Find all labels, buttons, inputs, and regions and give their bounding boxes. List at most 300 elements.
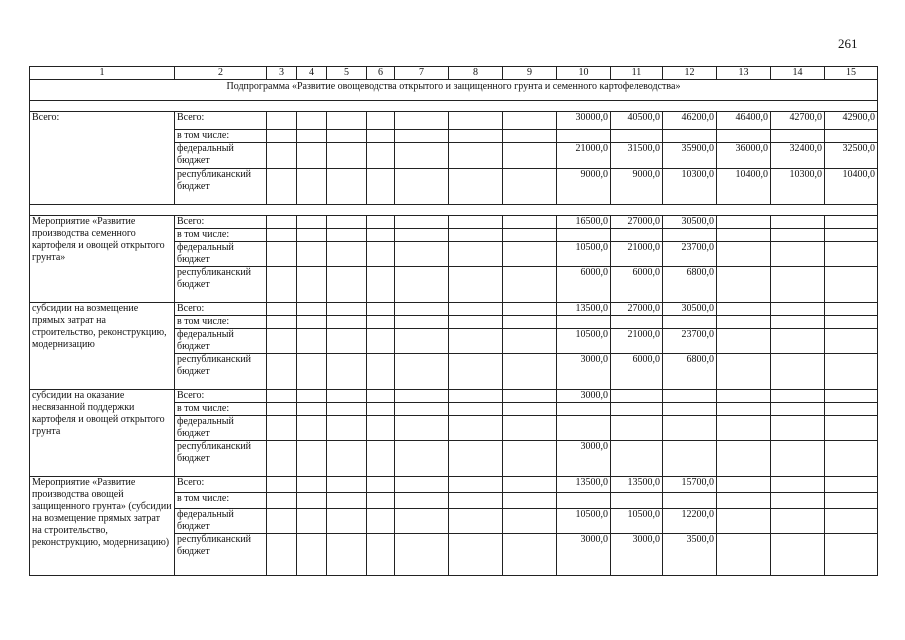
section-name: субсидии на оказание несвязанной поддержки картофеля и овощей открытого грунта — [30, 390, 175, 477]
empty-cell — [367, 354, 395, 390]
empty-cell — [449, 112, 503, 130]
empty-cell — [267, 493, 297, 509]
value-cell — [825, 130, 878, 143]
value-cell — [557, 403, 611, 416]
value-cell — [825, 329, 878, 354]
empty-cell — [267, 316, 297, 329]
empty-cell — [503, 403, 557, 416]
empty-cell — [327, 403, 367, 416]
empty-cell — [449, 169, 503, 205]
value-cell — [663, 316, 717, 329]
value-cell: 10400,0 — [825, 169, 878, 205]
value-cell: 15700,0 — [663, 477, 717, 493]
empty-cell — [367, 477, 395, 493]
empty-cell — [395, 534, 449, 576]
empty-cell — [267, 143, 297, 169]
value-cell — [771, 441, 825, 477]
value-cell — [611, 390, 663, 403]
empty-cell — [327, 390, 367, 403]
value-cell: 6800,0 — [663, 354, 717, 390]
value-cell: 16500,0 — [557, 216, 611, 229]
empty-cell — [449, 216, 503, 229]
value-cell — [611, 441, 663, 477]
empty-cell — [503, 509, 557, 534]
value-cell: 46400,0 — [717, 112, 771, 130]
empty-cell — [367, 169, 395, 205]
value-cell: 35900,0 — [663, 143, 717, 169]
value-cell — [557, 130, 611, 143]
value-cell — [825, 403, 878, 416]
empty-cell — [503, 441, 557, 477]
value-cell: 21000,0 — [557, 143, 611, 169]
value-cell: 10400,0 — [717, 169, 771, 205]
value-cell: 3000,0 — [557, 534, 611, 576]
empty-cell — [449, 267, 503, 303]
empty-cell — [327, 267, 367, 303]
empty-cell — [503, 216, 557, 229]
empty-cell — [449, 416, 503, 441]
empty-cell — [367, 229, 395, 242]
value-cell — [611, 416, 663, 441]
empty-cell — [267, 169, 297, 205]
value-cell — [717, 130, 771, 143]
value-cell: 13500,0 — [557, 303, 611, 316]
empty-cell — [367, 441, 395, 477]
empty-cell — [395, 267, 449, 303]
empty-cell — [449, 477, 503, 493]
value-cell — [663, 229, 717, 242]
empty-cell — [267, 354, 297, 390]
empty-cell — [395, 509, 449, 534]
empty-cell — [395, 169, 449, 205]
empty-cell — [367, 329, 395, 354]
empty-cell — [367, 216, 395, 229]
value-cell: 27000,0 — [611, 216, 663, 229]
empty-cell — [297, 112, 327, 130]
empty-cell — [267, 403, 297, 416]
empty-cell — [503, 477, 557, 493]
empty-cell — [503, 143, 557, 169]
value-cell — [771, 329, 825, 354]
empty-cell — [297, 509, 327, 534]
value-cell — [771, 403, 825, 416]
empty-cell — [395, 354, 449, 390]
empty-cell — [297, 416, 327, 441]
row-label: федеральный бюджет — [175, 509, 267, 534]
empty-cell — [327, 303, 367, 316]
section-name: Мероприятие «Развитие производства семенного картофеля и овощей открытого грунта» — [30, 216, 175, 303]
value-cell: 10500,0 — [557, 242, 611, 267]
row-label: федеральный бюджет — [175, 143, 267, 169]
empty-cell — [297, 303, 327, 316]
empty-cell — [449, 441, 503, 477]
row-label: Всего: — [175, 477, 267, 493]
value-cell: 27000,0 — [611, 303, 663, 316]
value-cell — [717, 216, 771, 229]
value-cell: 6000,0 — [611, 267, 663, 303]
empty-cell — [449, 316, 503, 329]
value-cell: 3000,0 — [557, 390, 611, 403]
row-label: Всего: — [175, 303, 267, 316]
value-cell: 3000,0 — [557, 441, 611, 477]
column-number-cell: 11 — [611, 67, 663, 80]
empty-cell — [449, 390, 503, 403]
row-label: республиканский бюджет — [175, 534, 267, 576]
empty-cell — [267, 112, 297, 130]
column-number-cell: 15 — [825, 67, 878, 80]
empty-cell — [503, 242, 557, 267]
empty-cell — [297, 534, 327, 576]
value-cell: 10500,0 — [557, 329, 611, 354]
value-cell — [557, 416, 611, 441]
empty-cell — [449, 354, 503, 390]
budget-table — [29, 66, 878, 576]
column-number-cell: 4 — [297, 67, 327, 80]
empty-cell — [367, 493, 395, 509]
empty-cell — [327, 216, 367, 229]
empty-cell — [367, 534, 395, 576]
value-cell — [717, 441, 771, 477]
empty-cell — [449, 130, 503, 143]
row-label: Всего: — [175, 390, 267, 403]
value-cell: 21000,0 — [611, 329, 663, 354]
empty-cell — [367, 403, 395, 416]
value-cell — [771, 242, 825, 267]
column-number-cell: 14 — [771, 67, 825, 80]
value-cell — [717, 242, 771, 267]
empty-cell — [449, 229, 503, 242]
empty-cell — [267, 416, 297, 441]
empty-cell — [449, 534, 503, 576]
empty-cell — [367, 390, 395, 403]
empty-cell — [367, 242, 395, 267]
empty-cell — [449, 493, 503, 509]
empty-cell — [327, 416, 367, 441]
table-row — [30, 112, 878, 130]
empty-cell — [395, 477, 449, 493]
value-cell — [825, 242, 878, 267]
empty-cell — [297, 229, 327, 242]
empty-cell — [327, 441, 367, 477]
value-cell — [825, 303, 878, 316]
row-label: федеральный бюджет — [175, 416, 267, 441]
value-cell — [771, 416, 825, 441]
column-number-cell: 9 — [503, 67, 557, 80]
value-cell — [825, 390, 878, 403]
empty-cell — [267, 441, 297, 477]
empty-cell — [267, 390, 297, 403]
value-cell — [825, 509, 878, 534]
empty-cell — [449, 143, 503, 169]
empty-cell — [327, 169, 367, 205]
empty-cell — [367, 303, 395, 316]
column-number-cell: 1 — [30, 67, 175, 80]
value-cell — [717, 354, 771, 390]
value-cell — [771, 216, 825, 229]
empty-cell — [503, 303, 557, 316]
empty-cell — [449, 303, 503, 316]
value-cell — [717, 403, 771, 416]
value-cell — [771, 229, 825, 242]
empty-cell — [395, 216, 449, 229]
section-name: Всего: — [30, 112, 175, 205]
value-cell — [717, 329, 771, 354]
empty-cell — [503, 354, 557, 390]
empty-cell — [327, 534, 367, 576]
empty-cell — [297, 403, 327, 416]
value-cell: 32500,0 — [825, 143, 878, 169]
empty-cell — [327, 354, 367, 390]
empty-cell — [297, 316, 327, 329]
value-cell — [611, 403, 663, 416]
value-cell: 32400,0 — [771, 143, 825, 169]
empty-cell — [297, 354, 327, 390]
subprogram-row — [30, 80, 878, 101]
row-label: Всего: — [175, 112, 267, 130]
value-cell — [717, 509, 771, 534]
empty-cell — [327, 242, 367, 267]
value-cell — [663, 416, 717, 441]
empty-cell — [267, 509, 297, 534]
value-cell — [771, 509, 825, 534]
empty-cell — [367, 112, 395, 130]
empty-cell — [395, 493, 449, 509]
value-cell — [825, 493, 878, 509]
empty-cell — [297, 390, 327, 403]
value-cell — [771, 130, 825, 143]
value-cell: 6800,0 — [663, 267, 717, 303]
empty-cell — [297, 216, 327, 229]
column-number-cell: 10 — [557, 67, 611, 80]
value-cell: 12200,0 — [663, 509, 717, 534]
value-cell — [611, 130, 663, 143]
empty-cell — [395, 416, 449, 441]
empty-cell — [327, 143, 367, 169]
empty-cell — [395, 403, 449, 416]
empty-cell — [367, 316, 395, 329]
empty-cell — [267, 229, 297, 242]
empty-cell — [297, 329, 327, 354]
empty-cell — [503, 416, 557, 441]
value-cell — [611, 316, 663, 329]
empty-cell — [503, 267, 557, 303]
empty-cell — [367, 509, 395, 534]
value-cell — [771, 477, 825, 493]
value-cell — [771, 354, 825, 390]
value-cell: 23700,0 — [663, 242, 717, 267]
value-cell — [717, 303, 771, 316]
column-number-cell: 6 — [367, 67, 395, 80]
value-cell — [825, 229, 878, 242]
column-number-cell: 2 — [175, 67, 267, 80]
empty-cell — [267, 329, 297, 354]
value-cell — [663, 130, 717, 143]
value-cell — [825, 416, 878, 441]
value-cell — [771, 316, 825, 329]
page-number: 261 — [838, 36, 858, 51]
value-cell — [611, 229, 663, 242]
value-cell — [825, 441, 878, 477]
empty-cell — [327, 112, 367, 130]
value-cell: 9000,0 — [611, 169, 663, 205]
value-cell — [825, 316, 878, 329]
column-number-cell: 3 — [267, 67, 297, 80]
column-number-cell: 13 — [717, 67, 771, 80]
value-cell: 46200,0 — [663, 112, 717, 130]
value-cell: 10300,0 — [771, 169, 825, 205]
value-cell: 6000,0 — [557, 267, 611, 303]
value-cell — [717, 534, 771, 576]
empty-cell — [395, 112, 449, 130]
empty-cell — [395, 143, 449, 169]
empty-cell — [503, 329, 557, 354]
empty-cell — [267, 303, 297, 316]
empty-cell — [449, 509, 503, 534]
value-cell — [663, 441, 717, 477]
value-cell: 42900,0 — [825, 112, 878, 130]
empty-cell — [395, 130, 449, 143]
value-cell: 3500,0 — [663, 534, 717, 576]
empty-cell — [367, 143, 395, 169]
empty-cell — [503, 112, 557, 130]
empty-cell — [327, 493, 367, 509]
empty-cell — [297, 441, 327, 477]
row-label: в том числе: — [175, 130, 267, 143]
empty-cell — [503, 493, 557, 509]
value-cell — [557, 229, 611, 242]
value-cell — [717, 477, 771, 493]
value-cell — [717, 229, 771, 242]
value-cell — [825, 216, 878, 229]
empty-cell — [449, 242, 503, 267]
empty-cell — [327, 477, 367, 493]
row-label: федеральный бюджет — [175, 242, 267, 267]
value-cell: 30500,0 — [663, 216, 717, 229]
value-cell: 42700,0 — [771, 112, 825, 130]
empty-cell — [267, 477, 297, 493]
empty-cell — [267, 216, 297, 229]
empty-cell — [395, 303, 449, 316]
value-cell — [611, 493, 663, 509]
value-cell — [663, 493, 717, 509]
empty-cell — [327, 130, 367, 143]
value-cell — [771, 267, 825, 303]
value-cell — [717, 416, 771, 441]
empty-cell — [503, 169, 557, 205]
empty-cell — [395, 242, 449, 267]
spacer-row — [30, 101, 878, 112]
empty-cell — [367, 416, 395, 441]
table-row — [30, 303, 878, 316]
section-name: Мероприятие «Развитие производства овощей защищенного грунта» (субсидии на возмещение прямых затрат на строительство, реконструкцию, модернизацию) — [30, 477, 175, 576]
value-cell — [717, 390, 771, 403]
value-cell — [771, 303, 825, 316]
value-cell: 36000,0 — [717, 143, 771, 169]
table-row — [30, 216, 878, 229]
empty-cell — [503, 390, 557, 403]
value-cell — [717, 316, 771, 329]
value-cell — [557, 493, 611, 509]
value-cell: 10500,0 — [557, 509, 611, 534]
section-name: субсидии на возмещение прямых затрат на строительство, реконструкцию, модернизацию — [30, 303, 175, 390]
empty-cell — [327, 329, 367, 354]
empty-cell — [297, 493, 327, 509]
value-cell — [771, 493, 825, 509]
empty-cell — [503, 316, 557, 329]
empty-cell — [449, 329, 503, 354]
column-number-cell: 7 — [395, 67, 449, 80]
value-cell: 13500,0 — [557, 477, 611, 493]
table-row — [30, 390, 878, 403]
value-cell: 23700,0 — [663, 329, 717, 354]
row-label: в том числе: — [175, 493, 267, 509]
row-label: в том числе: — [175, 403, 267, 416]
empty-cell — [367, 130, 395, 143]
value-cell — [825, 477, 878, 493]
empty-cell — [267, 534, 297, 576]
empty-cell — [297, 169, 327, 205]
empty-cell — [503, 130, 557, 143]
empty-cell — [503, 534, 557, 576]
empty-cell — [327, 509, 367, 534]
empty-cell — [267, 242, 297, 267]
value-cell — [825, 354, 878, 390]
value-cell — [825, 534, 878, 576]
value-cell: 13500,0 — [611, 477, 663, 493]
value-cell — [771, 534, 825, 576]
value-cell: 30000,0 — [557, 112, 611, 130]
column-number-cell: 5 — [327, 67, 367, 80]
subprogram-title: Подпрограмма «Развитие овощеводства открытого и защищенного грунта и семенного картофелеводства» — [30, 80, 878, 101]
value-cell — [557, 316, 611, 329]
value-cell — [825, 267, 878, 303]
empty-cell — [327, 229, 367, 242]
row-label: республиканский бюджет — [175, 169, 267, 205]
row-label: Всего: — [175, 216, 267, 229]
value-cell: 10300,0 — [663, 169, 717, 205]
row-label: республиканский бюджет — [175, 267, 267, 303]
row-label: республиканский бюджет — [175, 441, 267, 477]
row-label: в том числе: — [175, 316, 267, 329]
empty-cell — [395, 390, 449, 403]
row-label: республиканский бюджет — [175, 354, 267, 390]
column-number-cell: 12 — [663, 67, 717, 80]
value-cell: 3000,0 — [611, 534, 663, 576]
value-cell: 31500,0 — [611, 143, 663, 169]
empty-cell — [395, 316, 449, 329]
value-cell: 10500,0 — [611, 509, 663, 534]
value-cell: 6000,0 — [611, 354, 663, 390]
value-cell: 3000,0 — [557, 354, 611, 390]
value-cell — [663, 403, 717, 416]
empty-cell — [367, 267, 395, 303]
spacer-row — [30, 205, 878, 216]
empty-cell — [395, 329, 449, 354]
value-cell — [717, 493, 771, 509]
empty-cell — [395, 441, 449, 477]
row-label: в том числе: — [175, 229, 267, 242]
row-label: федеральный бюджет — [175, 329, 267, 354]
value-cell: 40500,0 — [611, 112, 663, 130]
column-number-row — [30, 67, 878, 80]
empty-cell — [449, 403, 503, 416]
empty-cell — [297, 130, 327, 143]
empty-cell — [297, 242, 327, 267]
empty-cell — [503, 229, 557, 242]
column-number-cell: 8 — [449, 67, 503, 80]
empty-cell — [267, 267, 297, 303]
empty-cell — [395, 229, 449, 242]
